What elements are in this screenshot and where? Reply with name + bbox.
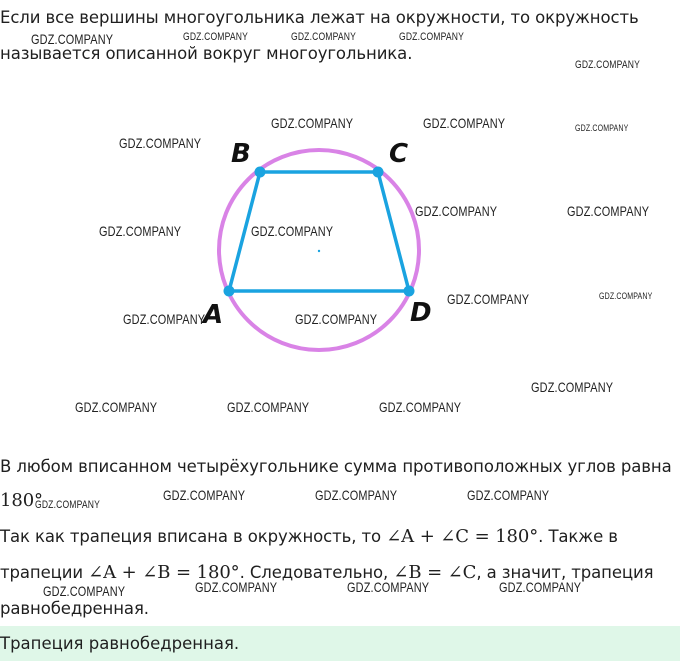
watermark: GDZ.COMPANY bbox=[575, 123, 629, 133]
proof-line-3: равнобедренная. bbox=[0, 599, 149, 618]
answer-box bbox=[0, 626, 680, 661]
vertex-c-dot bbox=[373, 167, 384, 178]
proof-math-3: ∠B = ∠C bbox=[393, 562, 477, 583]
watermark: GDZ.COMPANY bbox=[99, 223, 182, 239]
vertex-label-b: B bbox=[231, 139, 251, 169]
watermark: GDZ.COMPANY bbox=[447, 291, 530, 307]
vertex-label-d: D bbox=[410, 298, 432, 328]
watermark: GDZ.COMPANY bbox=[75, 399, 158, 415]
watermark: GDZ.COMPANY bbox=[399, 31, 464, 43]
watermark: GDZ.COMPANY bbox=[499, 579, 582, 595]
watermark: GDZ.COMPANY bbox=[227, 399, 310, 415]
proof-text-2: . Также в bbox=[538, 527, 618, 546]
watermark: GDZ.COMPANY bbox=[35, 499, 100, 511]
watermark: GDZ.COMPANY bbox=[119, 135, 202, 151]
proof-math-1: ∠A + ∠C = 180° bbox=[386, 526, 539, 547]
watermark: GDZ.COMPANY bbox=[415, 203, 498, 219]
theorem-line-1: В любом вписанном четырёхугольнике сумма противоположных углов равна bbox=[0, 457, 672, 476]
proof-text-4: . Следовательно, bbox=[239, 563, 389, 582]
watermark: GDZ.COMPANY bbox=[347, 579, 430, 595]
proof-text-1: Так как трапеция вписана в окружность, то bbox=[0, 527, 382, 546]
proof-text-3: трапеции bbox=[0, 563, 84, 582]
watermark: GDZ.COMPANY bbox=[31, 31, 114, 47]
watermark: GDZ.COMPANY bbox=[295, 311, 378, 327]
proof-math-2: ∠A + ∠B = 180° bbox=[88, 562, 240, 583]
watermark: GDZ.COMPANY bbox=[291, 31, 356, 43]
watermark: GDZ.COMPANY bbox=[163, 487, 246, 503]
watermark: GDZ.COMPANY bbox=[251, 223, 334, 239]
watermark: GDZ.COMPANY bbox=[467, 487, 550, 503]
vertex-label-c: C bbox=[389, 139, 409, 169]
watermark: GDZ.COMPANY bbox=[567, 203, 650, 219]
vertex-d-dot bbox=[404, 286, 415, 297]
definition-line-1: Если все вершины многоугольника лежат на окружности, то окружность bbox=[0, 8, 639, 27]
vertex-a-dot bbox=[224, 286, 235, 297]
answer-text: Трапеция равнобедренная. bbox=[0, 634, 240, 653]
watermark: GDZ.COMPANY bbox=[183, 31, 248, 43]
proof-text-5: , а значит, трапеция bbox=[476, 563, 654, 582]
vertex-b-dot bbox=[255, 167, 266, 178]
watermark: GDZ.COMPANY bbox=[379, 399, 462, 415]
watermark: GDZ.COMPANY bbox=[315, 487, 398, 503]
watermark: GDZ.COMPANY bbox=[123, 311, 206, 327]
watermark: GDZ.COMPANY bbox=[575, 59, 640, 71]
proof-line-1 bbox=[0, 519, 618, 555]
vertex-label-a: A bbox=[203, 300, 224, 330]
watermark: GDZ.COMPANY bbox=[271, 115, 354, 131]
definition-line-2: называется описанной вокруг многоугольника. bbox=[0, 44, 413, 63]
circle-center-dot bbox=[318, 250, 320, 252]
watermark: GDZ.COMPANY bbox=[423, 115, 506, 131]
theorem-value: 180° bbox=[0, 490, 43, 511]
watermark: GDZ.COMPANY bbox=[599, 291, 653, 301]
watermark: GDZ.COMPANY bbox=[195, 579, 278, 595]
watermark: GDZ.COMPANY bbox=[531, 379, 614, 395]
watermark: GDZ.COMPANY bbox=[43, 583, 126, 599]
